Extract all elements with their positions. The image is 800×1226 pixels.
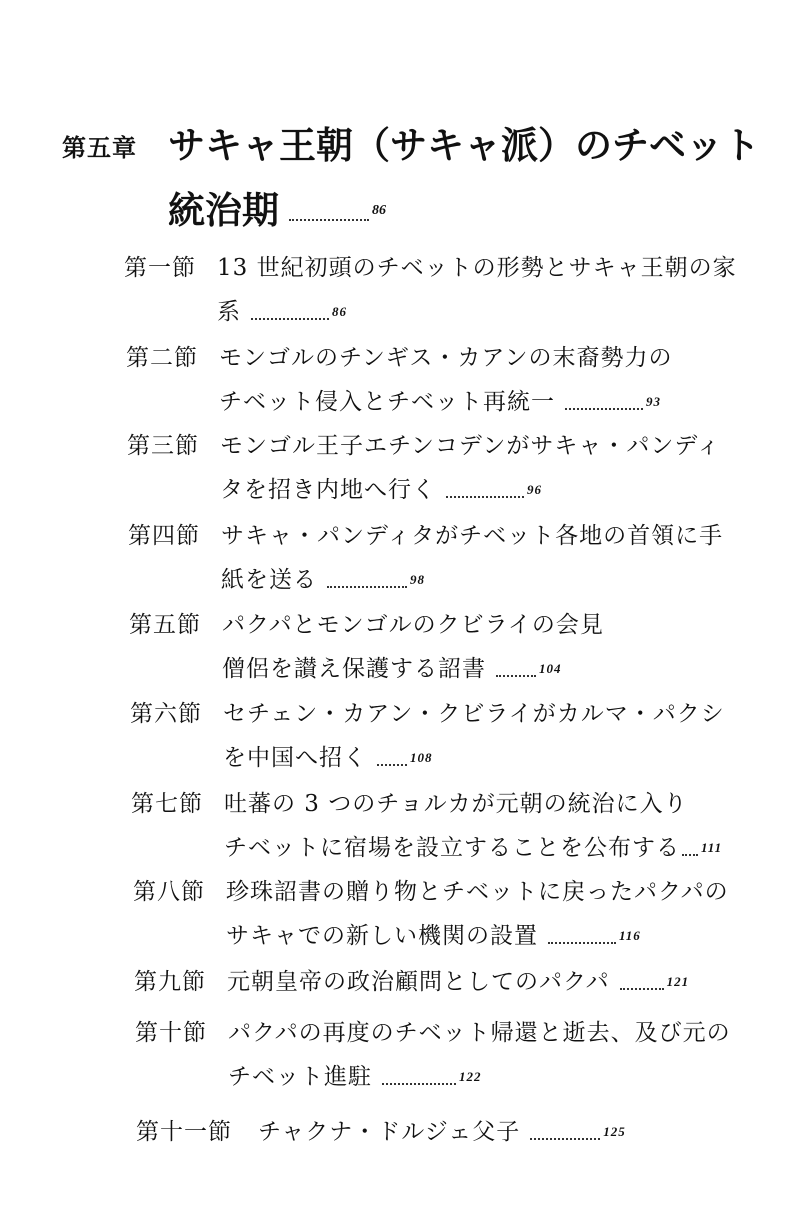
section-page-number: 96 bbox=[527, 482, 542, 497]
leader-dots bbox=[377, 764, 407, 766]
section-label: 第三節 bbox=[127, 433, 199, 459]
leader-dots bbox=[289, 219, 369, 221]
section-label: 第七節 bbox=[131, 791, 203, 817]
section-label: 第二節 bbox=[126, 345, 198, 371]
chapter-title-line2-text: 統治期 bbox=[168, 188, 279, 232]
section-title-line2 bbox=[223, 736, 725, 780]
section-title-line2-text: タを招き内地へ行く bbox=[220, 477, 436, 503]
section-title-line2 bbox=[221, 558, 723, 602]
leader-dots bbox=[682, 854, 698, 856]
section-title-line1: モンゴルのチンギス・カアンの末裔勢力の bbox=[219, 345, 673, 371]
section-title-line2-text: 僧侶を讃え保護する詔書 bbox=[222, 656, 486, 682]
leader-dots bbox=[548, 942, 616, 944]
section-page-number: 104 bbox=[539, 661, 562, 676]
section-label: 第九節 bbox=[134, 969, 206, 995]
section-label: 第十節 bbox=[135, 1020, 207, 1046]
section-page-number: 121 bbox=[666, 974, 690, 989]
section-title-line2-text: 紙を送る bbox=[221, 567, 317, 593]
section-title-line2-text: チベットに宿場を設立することを公布する bbox=[224, 835, 680, 861]
section-title-line1: 珍珠詔書の贈り物とチベットに戻ったパクパの bbox=[226, 879, 729, 905]
section-page-number: 93 bbox=[646, 394, 661, 409]
section-title-line2-text: チベット侵入とチベット再統一 bbox=[219, 389, 555, 415]
chapter-page-number: 86 bbox=[372, 203, 386, 218]
chapter-label: 第五章 bbox=[62, 133, 137, 162]
section-label: 第六節 bbox=[130, 701, 202, 727]
section-page-number: 108 bbox=[410, 750, 433, 765]
section-title-line1: セチェン・カアン・クビライがカルマ・パクシ bbox=[223, 701, 725, 727]
section-title-line1: パクパとモンゴルのクビライの会見 bbox=[222, 612, 604, 638]
leader-dots bbox=[251, 318, 329, 320]
section-page-number: 125 bbox=[603, 1124, 626, 1139]
chapter-title-line1: サキャ王朝（サキャ派）のチベット bbox=[168, 123, 760, 167]
section-page-number: 98 bbox=[410, 572, 425, 587]
leader-dots bbox=[620, 988, 664, 990]
section-title-line1: モンゴル王子エチンコデンがサキャ・パンディ bbox=[220, 433, 721, 459]
section-title-line1 bbox=[258, 1110, 626, 1154]
section-title-line1 bbox=[227, 960, 689, 1004]
section-title-line1: 13 世紀初頭のチベットの形勢とサキャ王朝の家 bbox=[217, 255, 737, 281]
leader-dots bbox=[530, 1138, 600, 1140]
leader-dots bbox=[327, 586, 407, 588]
section-label: 第八節 bbox=[133, 879, 205, 905]
section-title-line2 bbox=[217, 290, 737, 334]
section-title-line2 bbox=[224, 826, 722, 870]
section-title-line1-text: 元朝皇帝の政治顧問としてのパクパ bbox=[227, 969, 610, 995]
section-page-number: 122 bbox=[459, 1069, 482, 1084]
leader-dots bbox=[496, 675, 536, 677]
leader-dots bbox=[565, 408, 643, 410]
section-label: 第一節 bbox=[124, 255, 196, 281]
section-title-line1: パクパの再度のチベット帰還と逝去、及び元の bbox=[228, 1020, 731, 1046]
section-page-number: 116 bbox=[619, 928, 641, 943]
section-label: 第五節 bbox=[129, 612, 201, 638]
section-title-line1-text: チャクナ・ドルジェ父子 bbox=[258, 1119, 521, 1145]
section-title-line2 bbox=[219, 380, 672, 424]
section-title-line1: サキャ・パンディタがチベット各地の首領に手 bbox=[221, 523, 724, 549]
section-label: 第十一節 bbox=[136, 1119, 232, 1145]
section-page-number: 111 bbox=[701, 840, 723, 855]
chapter-title bbox=[168, 113, 768, 243]
section-page-number: 86 bbox=[332, 304, 347, 319]
section-label: 第四節 bbox=[128, 523, 200, 549]
section-title-line2-text: サキャでの新しい機関の設置 bbox=[226, 923, 538, 949]
section-title-line2 bbox=[226, 914, 729, 958]
leader-dots bbox=[446, 496, 524, 498]
section-title-line2-text: 系 bbox=[217, 299, 241, 325]
chapter-title-line2 bbox=[168, 178, 768, 243]
section-title-line2-text: を中国へ招く bbox=[223, 745, 367, 771]
section-title-line2-text: チベット進駐 bbox=[228, 1064, 372, 1090]
section-title-line2 bbox=[228, 1055, 731, 1099]
leader-dots bbox=[382, 1083, 456, 1085]
section-title-line2 bbox=[222, 647, 604, 691]
section-title-line1: 吐蕃の 3 つのチョルカが元朝の統治に入り bbox=[224, 791, 688, 817]
section-title-line2 bbox=[220, 468, 721, 512]
